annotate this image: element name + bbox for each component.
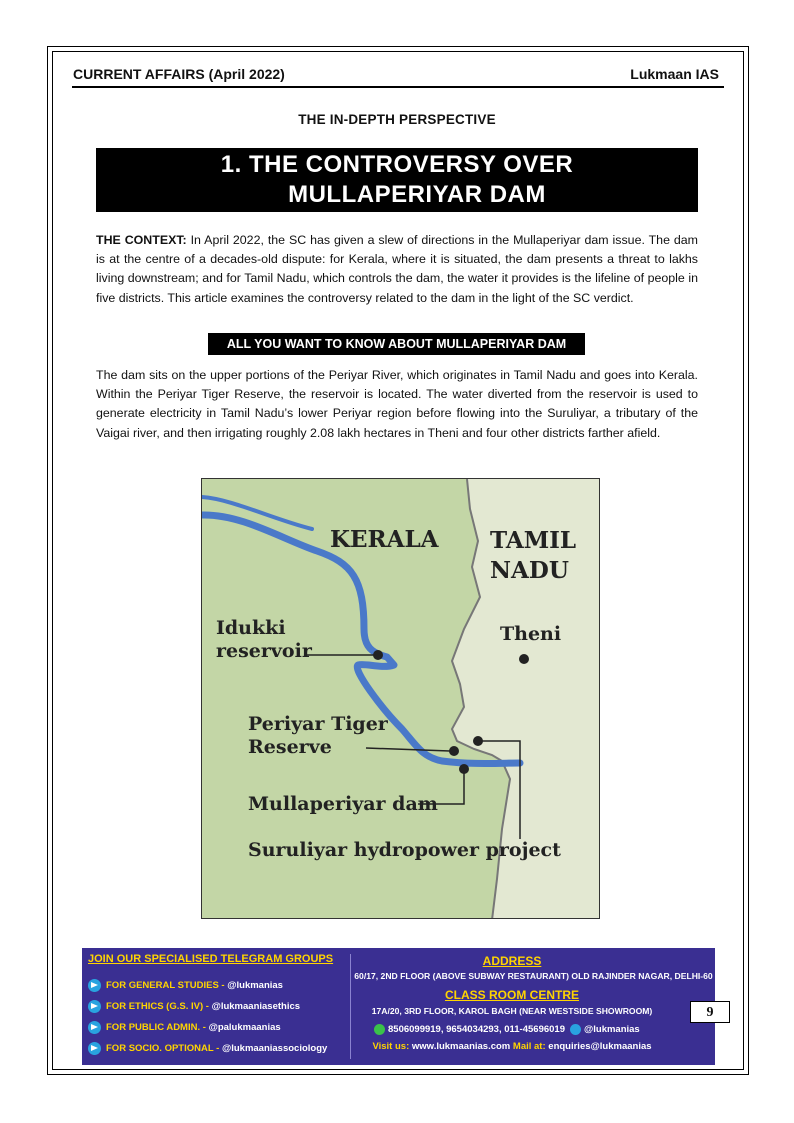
- section-heading-bar: ALL YOU WANT TO KNOW ABOUT MULLAPERIYAR DAM: [208, 333, 585, 355]
- map-label-theni: Theni: [500, 623, 562, 645]
- map-label-kerala: KERALA: [330, 526, 439, 553]
- header-rule: [72, 86, 724, 88]
- telegram-group-label: FOR GENERAL STUDIES -: [106, 980, 228, 992]
- article-title-line-2: MULLAPERIYAR DAM: [288, 181, 546, 208]
- telegram-icon: [88, 1042, 101, 1055]
- telegram-group-handle: @lukmaaniassociology: [221, 1043, 328, 1055]
- classroom-line: 17A/20, 3RD FLOOR, KAROL BAGH (NEAR WESTSIDE SHOWROOM): [371, 1006, 653, 1016]
- classroom-title: CLASS ROOM CENTRE: [444, 988, 579, 1002]
- context-label: THE CONTEXT:: [96, 233, 187, 247]
- address-title: ADDRESS: [482, 954, 542, 968]
- body-paragraph: The dam sits on the upper portions of the Periyar River, which originates in Tamil Nadu and goes into Kerala. Within the Periyar Tiger Reserve, the reservoir is located. The water diverted from the reservoir is used to generate electricity in Tamil Nadu’s lower Periyar region before flowing into the Suruliyar, a tributary of the Vaigai river, and then irrigating roughly 2.08 lakh hectares in Theni and four other districts farther afield.: [96, 368, 698, 440]
- telegram-title: JOIN OUR SPECIALISED TELEGRAM GROUPS: [88, 953, 334, 965]
- visit-label: Visit us:: [372, 1041, 412, 1052]
- website-link[interactable]: www.lukmaanias.com: [411, 1041, 511, 1052]
- address-block: [352, 948, 715, 1065]
- telegram-groups: [82, 948, 350, 1065]
- map-label-periyar-1: Periyar Tiger: [248, 713, 388, 735]
- map-label-tamil: TAMIL: [490, 527, 577, 554]
- contact-line: [374, 1024, 640, 1035]
- telegram-group-gs[interactable]: [88, 979, 283, 992]
- phone-numbers: 8506099919, 9654034293, 011-45696019: [388, 1024, 565, 1036]
- email-link[interactable]: enquiries@lukmaanias: [548, 1041, 652, 1052]
- telegram-group-handle: @lukmaaniasethics: [211, 1001, 301, 1013]
- footer-banner: [82, 948, 715, 1065]
- mullaperiyar-dam-marker: [459, 764, 469, 774]
- map-label-nadu: NADU: [490, 557, 569, 584]
- telegram-handle[interactable]: @lukmanias: [583, 1024, 640, 1036]
- header-brand: Lukmaan IAS: [630, 66, 719, 82]
- idukki-reservoir-marker: [373, 650, 383, 660]
- telegram-icon: [88, 1021, 101, 1034]
- page-number: 9: [690, 1001, 730, 1023]
- telegram-group-handle: @lukmanias: [227, 980, 283, 992]
- map-label-periyar-reserve: [248, 713, 388, 759]
- footer-divider: [350, 954, 351, 1059]
- map-label-tamil-nadu: [490, 526, 576, 586]
- telegram-group-sociology[interactable]: [88, 1042, 327, 1055]
- telegram-group-label: FOR ETHICS (G.S. IV) -: [106, 1001, 212, 1013]
- telegram-group-label: FOR PUBLIC ADMIN. -: [106, 1022, 209, 1034]
- dam-location-map: [201, 478, 600, 919]
- telegram-group-ethics[interactable]: [88, 1000, 300, 1013]
- telegram-icon: [570, 1024, 581, 1035]
- article-title: [96, 148, 698, 212]
- mail-label: Mail at:: [510, 1041, 549, 1052]
- visit-line: [352, 1041, 672, 1052]
- map-label-idukki: [216, 617, 312, 663]
- periyar-reserve-marker: [449, 746, 459, 756]
- context-text: In April 2022, the SC has given a slew of directions in the Mullaperiyar dam issue. The dam is at the centre of a decades-old dispute: for Kerala, where it is situated, the dam presents a threat to lakhs living downstream; and for Tamil Nadu, which controls the dam, the water it provides is the lifeline of people in five districts. This article examines the controversy related to the dam in the light of the SC verdict.: [96, 233, 698, 305]
- map-label-periyar-2: Reserve: [248, 736, 332, 758]
- map-label-mullaperiyar: Mullaperiyar dam: [248, 793, 438, 815]
- address-line: 60/17, 2ND FLOOR (ABOVE SUBWAY RESTAURANT) OLD RAJINDER NAGAR, DELHI-60: [354, 971, 713, 981]
- whatsapp-icon: [374, 1024, 385, 1035]
- map-label-idukki-1: Idukki: [216, 617, 286, 639]
- section-subheading: THE IN-DEPTH PERSPECTIVE: [298, 112, 496, 127]
- telegram-group-handle: @palukmaanias: [208, 1022, 281, 1034]
- telegram-group-public-admin[interactable]: [88, 1021, 281, 1034]
- telegram-icon: [88, 979, 101, 992]
- header-title: CURRENT AFFAIRS (April 2022): [73, 66, 285, 82]
- telegram-group-label: FOR SOCIO. OPTIONAL -: [106, 1043, 222, 1055]
- telegram-icon: [88, 1000, 101, 1013]
- map-label-suruliyar: Suruliyar hydropower project: [248, 839, 561, 861]
- article-title-line-1: 1. THE CONTROVERSY OVER: [220, 151, 574, 178]
- theni-marker: [519, 654, 529, 664]
- suruliyar-marker: [473, 736, 483, 746]
- map-label-idukki-2: reservoir: [216, 640, 312, 662]
- context-paragraph: [96, 231, 698, 308]
